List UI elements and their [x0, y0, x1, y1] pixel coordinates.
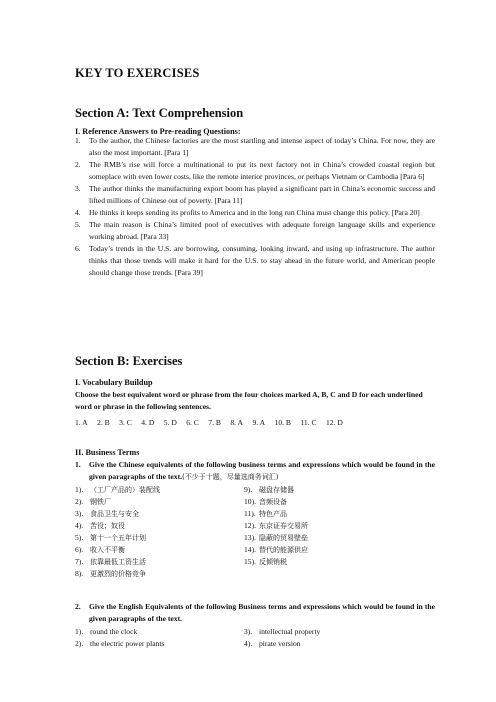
table-row: 1). round the clock 3). intellectual property	[75, 627, 321, 636]
table-row: 5). 第十一个五年计划 13). 隐蔽的贸易壁垒	[75, 533, 308, 542]
answer: 2. B	[97, 418, 110, 427]
list-item: 1. To the author, the Chinese factories are the most startling and intense aspect of today’s China. For now, they are also the most important. [Para 1]	[75, 136, 435, 157]
note: (不少于十题，尽量选商务词汇)	[182, 473, 279, 481]
table-row: 6). 收入不平衡 14). 替代的能源供应	[75, 545, 308, 554]
vocabulary-answer-row	[75, 418, 435, 430]
list-item: 1. Give the Chinese equivalents of the following business terms and expressions which would be found in the given paragraphs of the text.(不少于十题，尽量选商务词汇)	[75, 460, 435, 481]
list-item: 2. The RMB’s rise will force a multinational to put its next factory not in China’s crowded coastal region but someplace with even lower costs, like the remote interior provinces, or perhaps Vietnam or Cambodia [Para 6]	[75, 160, 435, 181]
list-item: 4. He thinks it keeps sending its profits to America and in the long run China must change this policy. [Para 20]	[75, 208, 420, 217]
table-row: 2). the electric power plants 4). pirate version	[75, 639, 301, 648]
section-a-heading: Section A: Text Comprehension	[75, 106, 244, 120]
list-item: 3. The author thinks the manufacturing export boom has played a significant part in China’s economic success and lifted millions of Chinese out of poverty. [Para 11]	[75, 184, 435, 205]
business-question-2	[75, 601, 435, 625]
business-question-1	[75, 459, 435, 483]
table-row: 2). 钢铁厂 10). 音频设备	[75, 497, 287, 506]
answer: 10. B	[274, 418, 291, 427]
answer: 6. C	[186, 418, 199, 427]
answer: 11. C	[300, 418, 317, 427]
section-b-heading: Section B: Exercises	[75, 354, 183, 368]
answer: 1. A	[75, 418, 88, 427]
answer: 9. A	[252, 418, 266, 427]
answer: 8. A	[230, 418, 244, 427]
answer: 7. B	[208, 418, 221, 427]
answer: 3. C	[119, 418, 132, 427]
prereading-answer-list	[75, 135, 435, 279]
table-row: 3). 食品卫生与安全 11). 特色产品	[75, 509, 287, 518]
vocabulary-instruction: Choose the best equivalent word or phrase from the four choices marked A, B, C and D for each underlined word or phrase in the following sentences.	[75, 390, 423, 411]
list-item: 2. Give the English Equivalents of the following Business terms and expressions which would be found in the given paragraphs of the text.	[75, 602, 435, 623]
table-row: 4). 苦役；奴役 12). 东京证券交易所	[75, 521, 308, 530]
list-item: 5. The main reason is China’s limited pool of executives with adequate foreign language skills and experience working abroad. [Para 33]	[75, 220, 435, 241]
table-row: 8). 更激烈的价格竞争	[75, 569, 146, 578]
vocabulary-subheading: I. Vocabulary Buildup	[75, 378, 153, 387]
section-a-subheading: I. Reference Answers to Pre-reading Questions:	[75, 127, 241, 136]
answer: 12. D	[325, 418, 343, 427]
list-item: 6. Today’s trends in the U.S. are borrowing, consuming, looking inward, and using up infrastructure. The author thinks that those trends will make it hard for the U.S. to stay ahead in the future world, and American people should change those trends. [Para 39]	[75, 244, 435, 277]
page-title: KEY TO EXERCISES	[75, 66, 200, 80]
answer: 4. D	[141, 418, 155, 427]
chinese-terms-table	[75, 485, 435, 581]
answer: 5. D	[163, 418, 177, 427]
table-row: 1). （工厂产品的）装配线 9). 磁盘存储器	[75, 485, 294, 494]
table-row: 7). 依靠最低工资生活 15). 反倾销税	[75, 557, 287, 566]
business-terms-subheading: II. Business Terms	[75, 448, 140, 457]
english-terms-table	[75, 627, 435, 651]
